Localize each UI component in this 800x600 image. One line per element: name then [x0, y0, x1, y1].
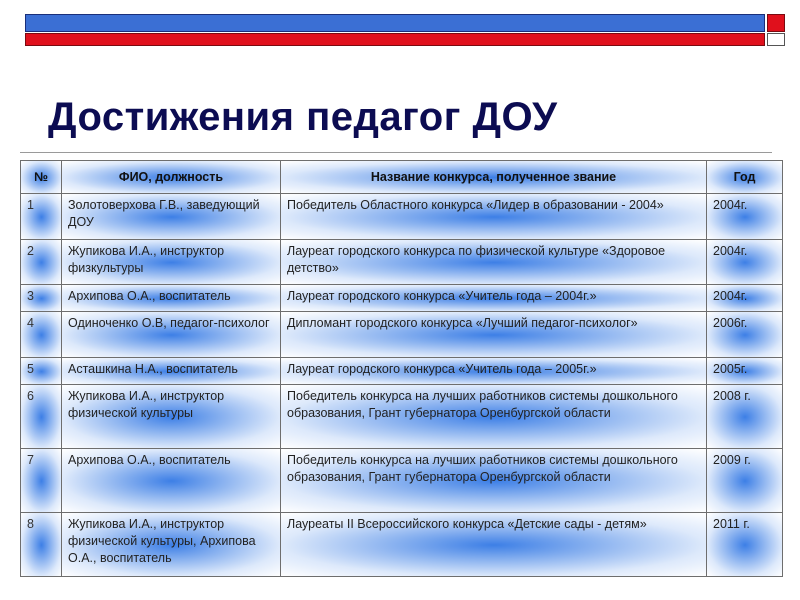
cell-num: 5: [21, 358, 62, 385]
achievements-table: [20, 160, 783, 577]
cell-contest: Лауреаты II Всероссийского конкурса «Детские сады - детям»: [281, 513, 707, 577]
table-row: [21, 194, 783, 240]
table-row: [21, 385, 783, 449]
cell-num: 2: [21, 240, 62, 285]
cell-contest: Победитель конкурса на лучших работников системы дошкольного образования, Грант губернатора Оренбургской области: [281, 385, 707, 449]
header-red-square: [767, 14, 785, 32]
header-name: ФИО, должность: [62, 161, 281, 194]
cell-contest: Дипломант городского конкурса «Лучший педагог-психолог»: [281, 312, 707, 358]
cell-name: Асташкина Н.А., воспитатель: [62, 358, 281, 385]
cell-contest: Лауреат городского конкурса «Учитель года – 2005г.»: [281, 358, 707, 385]
cell-name: Жупикова И.А., инструктор физкультуры: [62, 240, 281, 285]
cell-year: 2009 г.: [707, 449, 783, 513]
cell-num: 1: [21, 194, 62, 240]
page-title: Достижения педагог ДОУ: [48, 95, 558, 139]
cell-num: 4: [21, 312, 62, 358]
cell-year: 2005г.: [707, 358, 783, 385]
header-blue-bar: [25, 14, 765, 32]
cell-year: 2004г.: [707, 285, 783, 312]
cell-name: Архипова О.А., воспитатель: [62, 449, 281, 513]
title-divider: [20, 152, 772, 153]
cell-year: 2011 г.: [707, 513, 783, 577]
header-num: №: [21, 161, 62, 194]
cell-contest: Лауреат городского конкурса по физической культуре «Здоровое детство»: [281, 240, 707, 285]
table-row: [21, 285, 783, 312]
header-year: Год: [707, 161, 783, 194]
cell-name: Жупикова И.А., инструктор физической культуры, Архипова О.А., воспитатель: [62, 513, 281, 577]
table-row: [21, 513, 783, 577]
cell-name: Жупикова И.А., инструктор физической культуры: [62, 385, 281, 449]
table-row: [21, 240, 783, 285]
cell-contest: Лауреат городского конкурса «Учитель года – 2004г.»: [281, 285, 707, 312]
cell-year: 2006г.: [707, 312, 783, 358]
cell-year: 2008 г.: [707, 385, 783, 449]
cell-num: 6: [21, 385, 62, 449]
header-red-bar: [25, 33, 765, 46]
cell-contest: Победитель конкурса на лучших работников системы дошкольного образования, Грант губернатора Оренбургской области: [281, 449, 707, 513]
cell-name: Золотоверхова Г.В., заведующий ДОУ: [62, 194, 281, 240]
cell-name: Архипова О.А., воспитатель: [62, 285, 281, 312]
table-row: [21, 312, 783, 358]
header-contest: Название конкурса, полученное звание: [281, 161, 707, 194]
table-row: [21, 358, 783, 385]
cell-num: 3: [21, 285, 62, 312]
cell-name: Одиноченко О.В, педагог-психолог: [62, 312, 281, 358]
header-white-square: [767, 33, 785, 46]
table-header-row: [21, 161, 783, 194]
cell-contest: Победитель Областного конкурса «Лидер в образовании - 2004»: [281, 194, 707, 240]
cell-year: 2004г.: [707, 240, 783, 285]
cell-num: 8: [21, 513, 62, 577]
table-row: [21, 449, 783, 513]
cell-year: 2004г.: [707, 194, 783, 240]
cell-num: 7: [21, 449, 62, 513]
